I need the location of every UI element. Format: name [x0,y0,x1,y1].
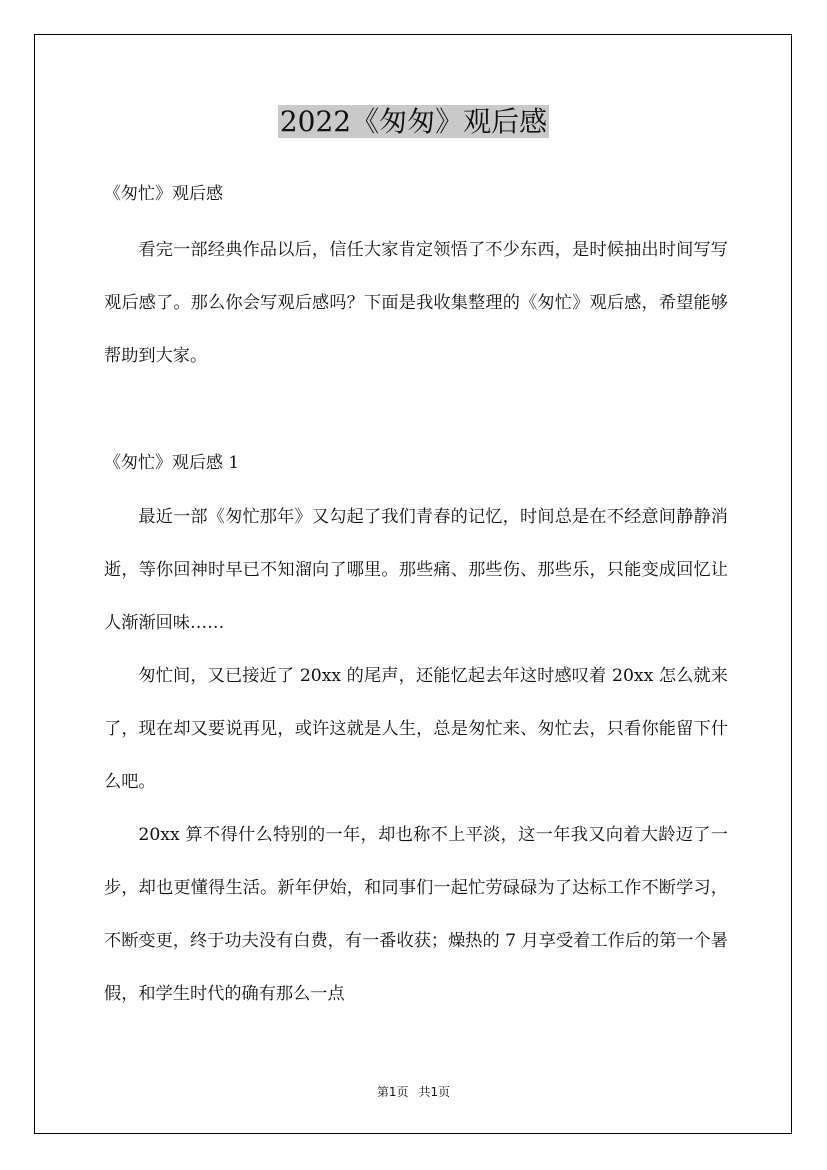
spacer [104,383,728,437]
body-paragraph-2: 匆忙间，又已接近了 20xx 的尾声，还能忆起去年这时感叹着 20xx 怎么就来了，现在却又要说再见，或许这就是人生，总是匆忙来、匆忙去，只看你能留下什么吧。 [104,666,728,792]
page-number: 第1页 [376,1085,409,1099]
document-title: 2022《匆匆》观后感 [279,105,548,138]
body-paragraph-3: 20xx 算不得什么特别的一年，却也称不上平淡，这一年我又向着大龄迈了一步，却也更懂得生活。新年伊始，和同事们一起忙劳碌碌为了达标工作不断学习，不断变更，终于功夫没有白费，有一番收获；燥热的 7 月享受着工作后的第一个暑假，和学生时代的确有那么一点 [104,825,728,1004]
page-footer [0,1082,827,1102]
body-paragraph-1: 最近一部《匆忙那年》又勾起了我们青春的记忆，时间总是在不经意间静静消逝，等你回神时早已不知溜向了哪里。那些痛、那些伤、那些乐，只能变成回忆让人渐渐回味…… [104,507,728,633]
section-heading-1: 《匆忙》观后感 [104,184,223,204]
document-body [104,168,728,1021]
page-total: 共1页 [418,1085,451,1099]
intro-paragraph: 看完一部经典作品以后，信任大家肯定领悟了不少东西，是时候抽出时间写写观后感了。那么你会写观后感吗？下面是我收集整理的《匆忙》观后感，希望能够帮助到大家。 [104,240,728,366]
document-title-wrapper [0,102,827,142]
section-heading-2: 《匆忙》观后感 1 [104,453,240,473]
